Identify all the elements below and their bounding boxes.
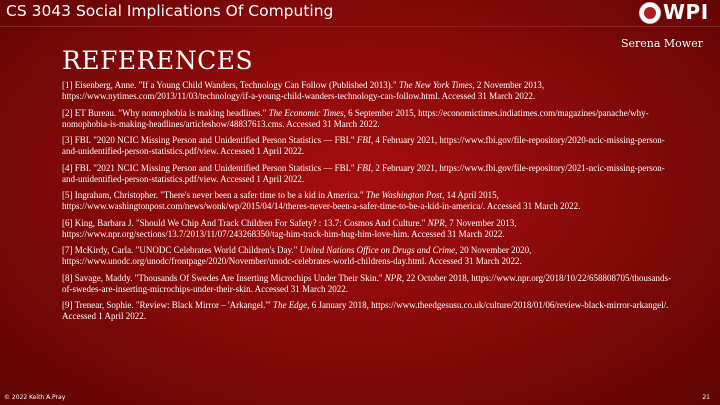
title-bar	[0, 0, 720, 27]
author-name: Serena Mower	[620, 37, 703, 50]
wpi-logo-text: WPI	[663, 0, 709, 24]
reference-source: NPR	[427, 217, 445, 228]
reference-item: [6] King, Barbara J. "Should We Chip And Track Children For Safety? : 13.7: Cosmos And Culture." NPR, 7 November 2013, https://www.npr.org/sections/13.7/2013/11/07/243268350/tag-him-track-him-hug-him-love-him. Accessed 31 March 2022.	[62, 217, 517, 239]
reference-source: The Economic Times	[268, 107, 344, 118]
reference-source: FBI	[356, 135, 371, 145]
wpi-seal-icon	[639, 2, 661, 24]
reference-item: [1] Eisenberg, Anne. "If a Young Child Wanders, Technology Can Follow (Published 2013)." The New York Times, 2 November 2013, https://www.nytimes.com/2013/11/03/technology/if-a-young-child-wanders-technology-can-follow.html. Accessed 31 March 2022.	[62, 80, 545, 101]
course-title: CS 3043 Social Implications Of Computing	[6, 2, 334, 20]
reference-item: [8] Savage, Maddy. "Thousands Of Swedes Are Inserting Microchips Under Their Skin." NPR, 22 October 2018, https://www.npr.org/2018/10/22/658808705/thousands-of-swedes-are-inserting-microchips-under-their-skin. Accessed 31 March 2022.	[62, 272, 672, 294]
reference-item: [2] ET Bureau. "Why nomophobia is making headlines." The Economic Times, 6 September 2015, https://economictimes.indiatimes.com/magazines/panache/why-nomophobia-is-making-headlines/articleshow/48837613.cms. Accessed 31 March 2022.	[62, 107, 649, 129]
reference-source: NPR	[384, 272, 402, 283]
reference-source: The Edge	[272, 300, 308, 310]
reference-item: [4] FBI. "2021 NCIC Missing Person and Unidentified Person Statistics — FBI." FBI, 2 February 2021, https://www.fbi.gov/file-repository/2021-ncic-missing-person-and-unidentified-person-statistics.pdf/view. Accessed 1 April 2022.	[62, 162, 665, 184]
reference-item: [5] Ingraham, Christopher. "There's never been a safer time to be a kid in America." The Washington Post, 14 April 2015, https://www.washingtonpost.com/news/wonk/wp/2015/04/14/theres-never-been-a-safer-time-to-be-a-kid-in-america/. Accessed 31 March 2022.	[62, 190, 581, 211]
reference-source: FBI	[356, 162, 371, 173]
reference-source: The Washington Post	[365, 190, 443, 200]
reference-source: United Nations Office on Drugs and Crime	[299, 245, 456, 255]
reference-item: [3] FBI. "2020 NCIC Missing Person and Unidentified Person Statistics — FBI." FBI, 4 February 2021, https://www.fbi.gov/file-repository/2020-ncic-missing-person-and-unidentified-person-statistics.pdf/view. Accessed 1 April 2022.	[62, 135, 665, 156]
copyright-notice: © 2022 Keith A.Pray	[4, 394, 66, 401]
slide-heading: REFERENCES	[62, 46, 254, 75]
reference-source: The New York Times	[398, 80, 473, 90]
reference-list	[62, 80, 677, 328]
wpi-logo	[639, 2, 719, 24]
reference-item: [9] Trenear, Sophie. "Review: Black Mirror – 'Arkangel.'" The Edge, 6 January 2018, https://www.theedgesusu.co.uk/culture/2018/01/06/review-black-mirror-arkangel/. Accessed 1 April 2022.	[62, 300, 669, 321]
page-number: 21	[702, 394, 710, 401]
reference-item: [7] McKirdy, Carla. "UNODC Celebrates World Children's Day." United Nations Office on Drugs and Crime, 20 November 2020, https://www.unodc.org/unodc/frontpage/2020/November/unodc-celebrates-world-childrens-day.html. Accessed 31 March 2022.	[62, 245, 532, 266]
